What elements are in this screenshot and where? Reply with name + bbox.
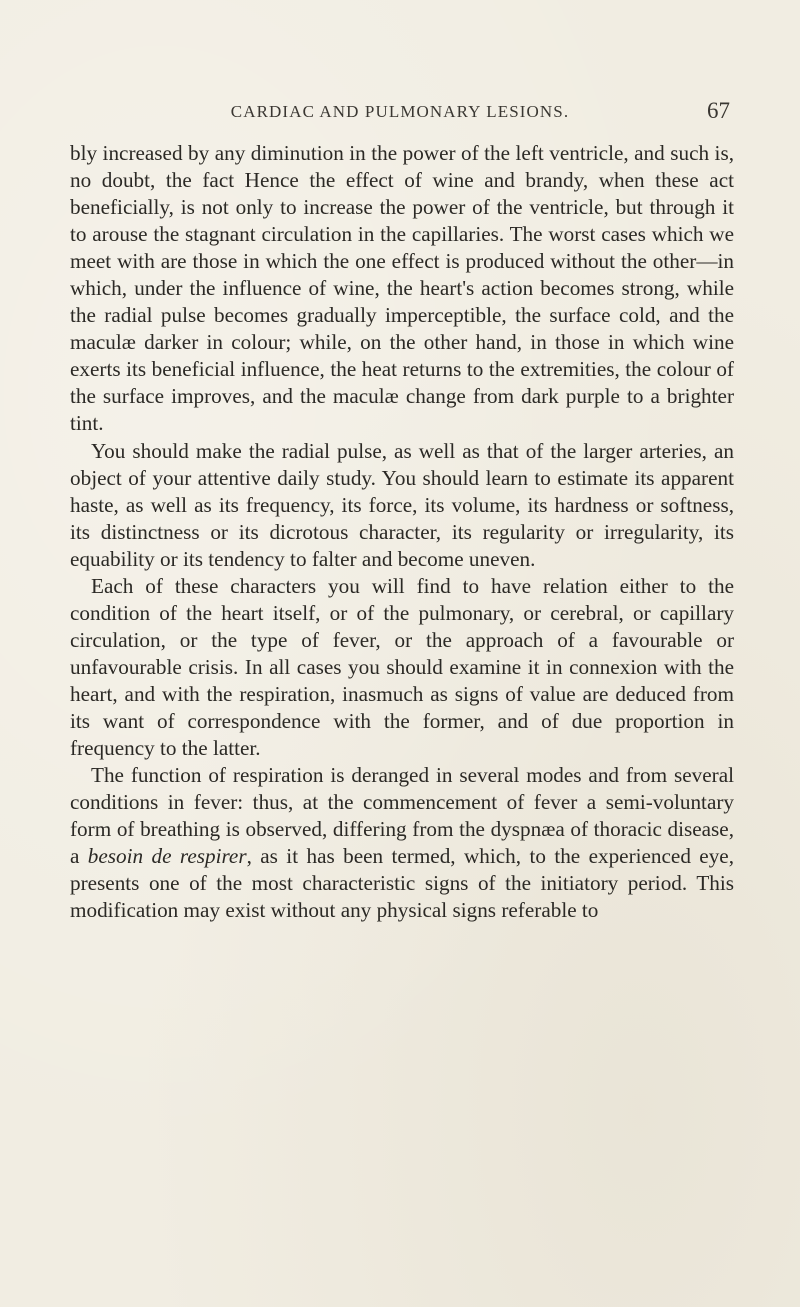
respiration-text-after: , as it has been termed, which, to the experienced eye, presents one of the most characteristic signs of the initiatory period. This modification may exist without any physical signs referable to bbox=[70, 844, 735, 923]
paragraph-radial-pulse: You should make the radial pulse, as well as that of the larger arteries, an object of your attentive daily study. You should learn to estimate its apparent haste, as well as its frequency, its force, its volume, its hardness or softness, its distinctness or its dicrotous character, its regularity or irregularity, its equability or its tendency to falter and become uneven. bbox=[70, 438, 734, 571]
respiration-text-before: The function of respiration is deranged in several modes and from several conditions in fever: thus, at the commencement of fever a semi-voluntary form of breathing is observed, differing from the dyspnæa of thoracic disease, a bbox=[70, 763, 734, 869]
body-text bbox=[70, 140, 734, 924]
paragraph-respiration bbox=[70, 762, 734, 924]
italic-phrase-besoin-de-respirer: besoin de respirer bbox=[87, 844, 247, 869]
page-header bbox=[70, 98, 730, 130]
paragraph-pulse-characters: Each of these characters you will find to have relation either to the condition of the heart itself, or of the pulmonary, or cerebral, or capillary circulation, or the type of fever, or the approach of a favourable or unfavourable crisis. In all cases you should examine it in connexion with the heart, and with the respiration, inasmuch as signs of value are deduced from its want of correspondence with the former, and of due proportion in frequency to the latter. bbox=[70, 573, 734, 761]
running-head: CARDIAC AND PULMONARY LESIONS. bbox=[230, 102, 570, 121]
page-number: 67 bbox=[707, 98, 730, 123]
paragraph-wine-effects: bly increased by any diminution in the power of the left ventricle, and such is, no doubt, the fact Hence the effect of wine and brandy, when these act beneficially, is not only to increase the power of the ventricle, but through it to arouse the stagnant circulation in the capillaries. The worst cases which we meet with are those in which the one effect is produced without the other—in which, under the influence of wine, the heart's action becomes strong, while the radial pulse becomes gradually imperceptible, the surface cold, and the maculæ darker in colour; while, on the other hand, in those in which wine exerts its beneficial influence, the heat returns to the extremities, the colour of the surface improves, and the maculæ change from dark purple to a brighter tint. bbox=[70, 141, 734, 436]
